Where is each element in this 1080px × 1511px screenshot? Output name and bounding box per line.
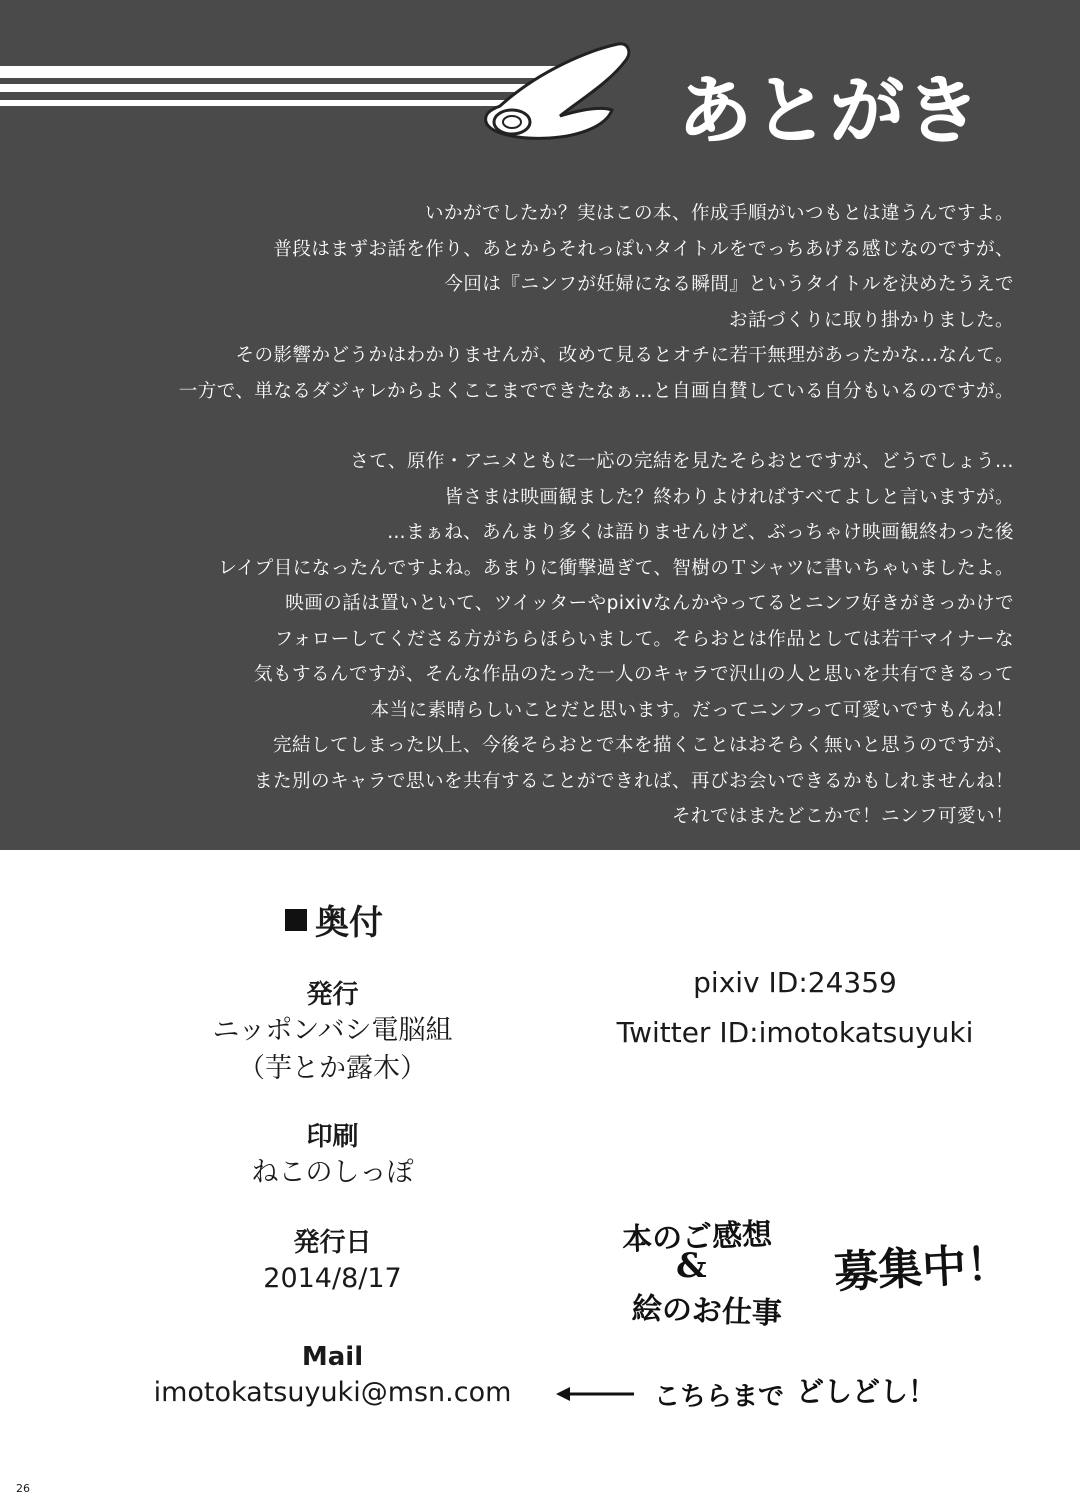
handwritten-recruiting: 募集中！ [833, 1238, 1012, 1299]
afterword-line: 今回は『ニンフが妊婦になる瞬間』というタイトルを決めたうえで [444, 274, 1014, 295]
page-title: あとがき [678, 68, 982, 154]
winged-speed-lines-icon [0, 30, 680, 170]
pixiv-id: pixiv ID:24359 [693, 966, 897, 999]
afterword-text [54, 196, 1014, 835]
afterword-line: 気もするんですが、そんな作品のたった一人のキャラで沢山の人と思いを共有できるって [253, 664, 1014, 685]
handwritten-contact: こちらまで [654, 1382, 785, 1412]
mail-label: Mail [301, 1342, 364, 1372]
date-block [140, 1226, 525, 1298]
afterword-line: お話づくりに取り掛かりました。 [728, 309, 1014, 331]
handwritten-urging: どしどし！ [796, 1375, 937, 1408]
afterword-line: 普段はまずお話を作り、あとからそれっぽいタイトルをでっちあげる感じなのですが、 [273, 238, 1014, 260]
mail-block [140, 1340, 525, 1412]
afterword-line: いかがでしたか？実はこの本、作成手順がいつもとは違うんですよ。 [424, 203, 1014, 224]
afterword-line: 本当に素晴らしいことだと思います。だってニンフって可愛いですもんね！ [370, 699, 1014, 721]
handwritten-feedback-line1: 本のご感想 [621, 1217, 773, 1258]
twitter-id: Twitter ID:imotokatsuyuki [616, 1016, 974, 1049]
printer-name: ねこのしっぽ [251, 1157, 414, 1188]
afterword-line: レイプ目になったんですよね。あまりに衝撃過ぎて、智樹のＴシャツに書いちゃいましたよ。 [218, 557, 1014, 579]
afterword-line: …まぁね、あんまり多くは語りませんけど、ぶっちゃけ映画観終わった後 [387, 522, 1014, 543]
handwritten-feedback-line2: 絵のお仕事 [631, 1291, 783, 1332]
page-number: 26 [16, 1482, 30, 1495]
afterword-line: それではまたどこかで！ニンフ可愛い！ [671, 806, 1014, 827]
publisher-block [140, 978, 525, 1088]
afterword-line: また別のキャラで思いを共有することができれば、再びお会いできるかもしれませんね！ [253, 770, 1014, 792]
date-value: 2014/8/17 [263, 1263, 402, 1294]
mail-address: imotokatsuyuki@msn.com [153, 1377, 512, 1408]
printer-label: 印刷 [306, 1122, 359, 1152]
printer-block [140, 1120, 525, 1192]
afterword-line: 一方で、単なるダジャレからよくここまでできたなぁ…と自画自賛している自分もいるのですが。 [178, 380, 1014, 402]
colophon-heading [285, 895, 383, 944]
publisher-name: ニッポンバシ電脳組 [212, 1015, 453, 1046]
afterword-line: さて、原作・アニメともに一応の完結を見たそらおとですが、どうでしょう… [350, 451, 1014, 472]
social-ids [590, 958, 1000, 1058]
publisher-author: （芋とか露木） [238, 1053, 427, 1084]
afterword-line: 皆さまは映画観ました？終わりよければすべてよしと言いますが。 [444, 486, 1014, 508]
paragraph-gap [54, 409, 1014, 444]
left-arrow-icon [554, 1384, 636, 1404]
afterword-line: 映画の話は置いといて、ツイッターやpixivなんかやってるとニンフ好きがきっかけで [285, 593, 1014, 614]
afterword-line: 完結してしまった以上、今後そらおとで本を描くことはおそらく無いと思うのですが、 [272, 735, 1014, 756]
afterword-line: その影響かどうかはわかりませんが、改めて見るとオチに若干無理があったかな…なんて。 [235, 345, 1014, 366]
publisher-label: 発行 [306, 980, 359, 1010]
colophon-title: 奥付 [315, 903, 383, 943]
handwritten-ampersand: & [676, 1246, 707, 1286]
square-bullet-icon [285, 909, 307, 931]
afterword-line: フォローしてくださる方がちらほらいまして。そらおとは作品としては若干マイナーな [274, 628, 1014, 650]
date-label: 発行日 [293, 1228, 372, 1258]
